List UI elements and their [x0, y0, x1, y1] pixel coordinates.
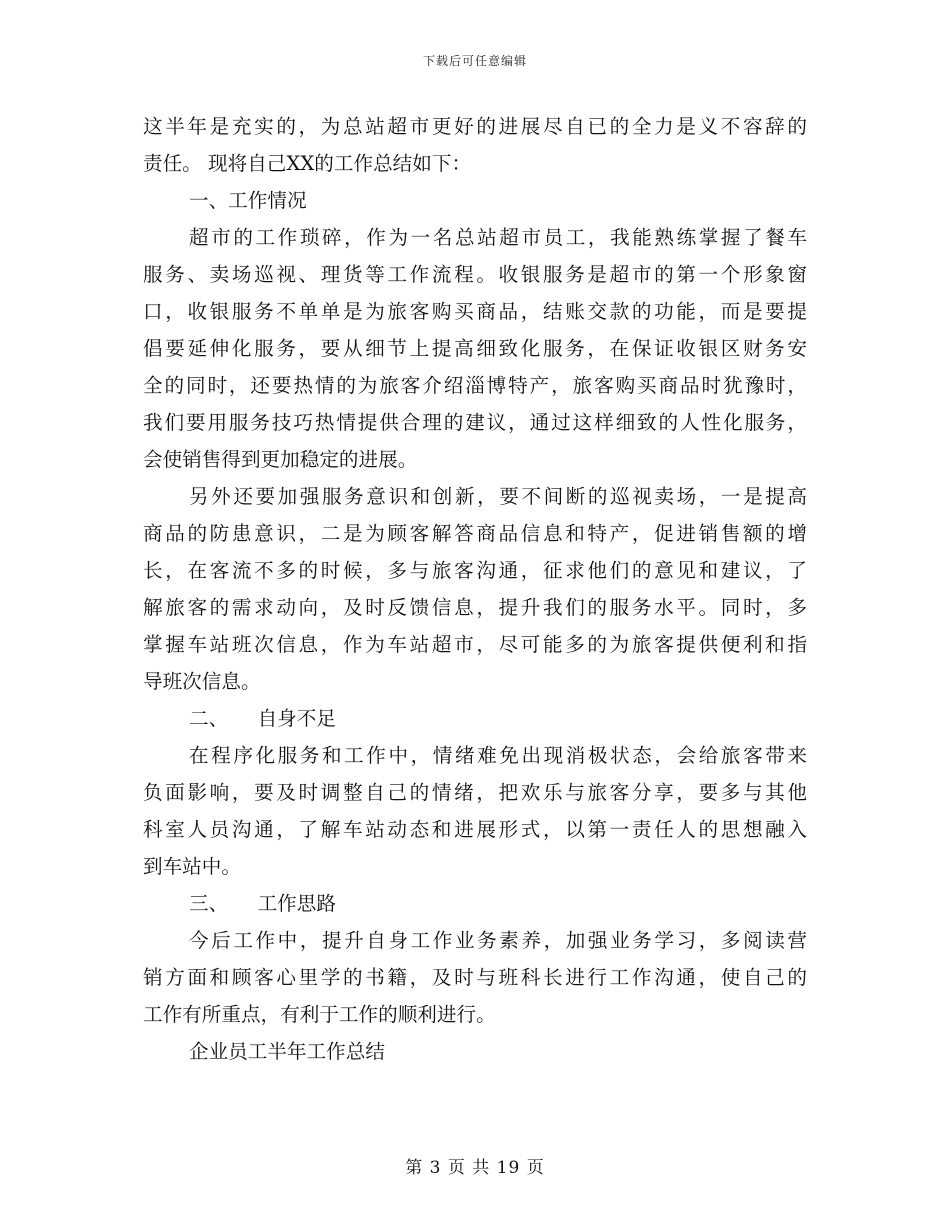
next-document-title: 企业员工半年工作总结: [189, 1040, 385, 1063]
text-line: 解旅客的需求动向，及时反馈信息，提升我们的服务水平。同时，多: [143, 596, 807, 619]
text-line: 口，收银服务不单单是为旅客购买商品，结账交款的功能，而是要提: [143, 300, 807, 323]
text-line: 负面影响，要及时调整自己的情绪，把欢乐与旅客分享，要多与其他: [143, 781, 807, 804]
page-header-note: 下载后可任意编辑: [422, 54, 527, 68]
text-line: 长，在客流不多的时候，多与旅客沟通，征求他们的意见和建议，了: [143, 559, 807, 582]
text-line: 全的同时，还要热情的为旅客介绍淄博特产，旅客购买商品时犹豫时，: [143, 374, 807, 397]
page-number: 第 3 页 共 19 页: [405, 1158, 545, 1178]
section-heading: 二、 自身不足: [189, 707, 336, 730]
text-line: 销方面和顾客心里学的书籍，及时与班科长进行工作沟通，使自己的: [143, 966, 807, 989]
text-line: 我们要用服务技巧热情提供合理的建议，通过这样细致的人性化服务，: [143, 411, 807, 434]
text-line: 商品的防患意识，二是为顾客解答商品信息和特产，促进销售额的增: [143, 522, 807, 545]
text-line: 倡要延伸化服务，要从细节上提高细致化服务，在保证收银区财务安: [143, 337, 807, 360]
text-line: 工作有所重点，有利于工作的顺利进行。: [143, 1003, 496, 1026]
text-line: 另外还要加强服务意识和创新，要不间断的巡视卖场，一是提高: [189, 485, 807, 508]
document-body: [143, 108, 807, 1070]
text-line: 会使销售得到更加稳定的进展。: [143, 448, 418, 471]
text-line: 到车站中。: [143, 855, 241, 878]
text-line: 科室人员沟通，了解车站动态和进展形式，以第一责任人的思想融入: [143, 818, 807, 841]
text-line: 责任。 现将自己XX的工作总结如下：: [143, 152, 472, 175]
text-line: 掌握车站班次信息，作为车站超市，尽可能多的为旅客提供便利和指: [143, 633, 807, 656]
text-line: 导班次信息。: [143, 670, 261, 693]
text-line: 今后工作中，提升自身工作业务素养，加强业务学习，多阅读营: [189, 929, 807, 952]
text-line: 这半年是充实的，为总站超市更好的进展尽自已的全力是义不容辞的: [143, 115, 807, 138]
text-line: 在程序化服务和工作中，情绪难免出现消极状态，会给旅客带来: [189, 744, 807, 767]
text-line: 超市的工作琐碎，作为一名总站超市员工，我能熟练掌握了餐车: [189, 226, 807, 249]
section-heading: 三、 工作思路: [189, 892, 336, 915]
section-heading: 一、工作情况: [189, 189, 307, 212]
text-line: 服务、卖场巡视、理货等工作流程。收银服务是超市的第一个形象窗: [143, 263, 807, 286]
